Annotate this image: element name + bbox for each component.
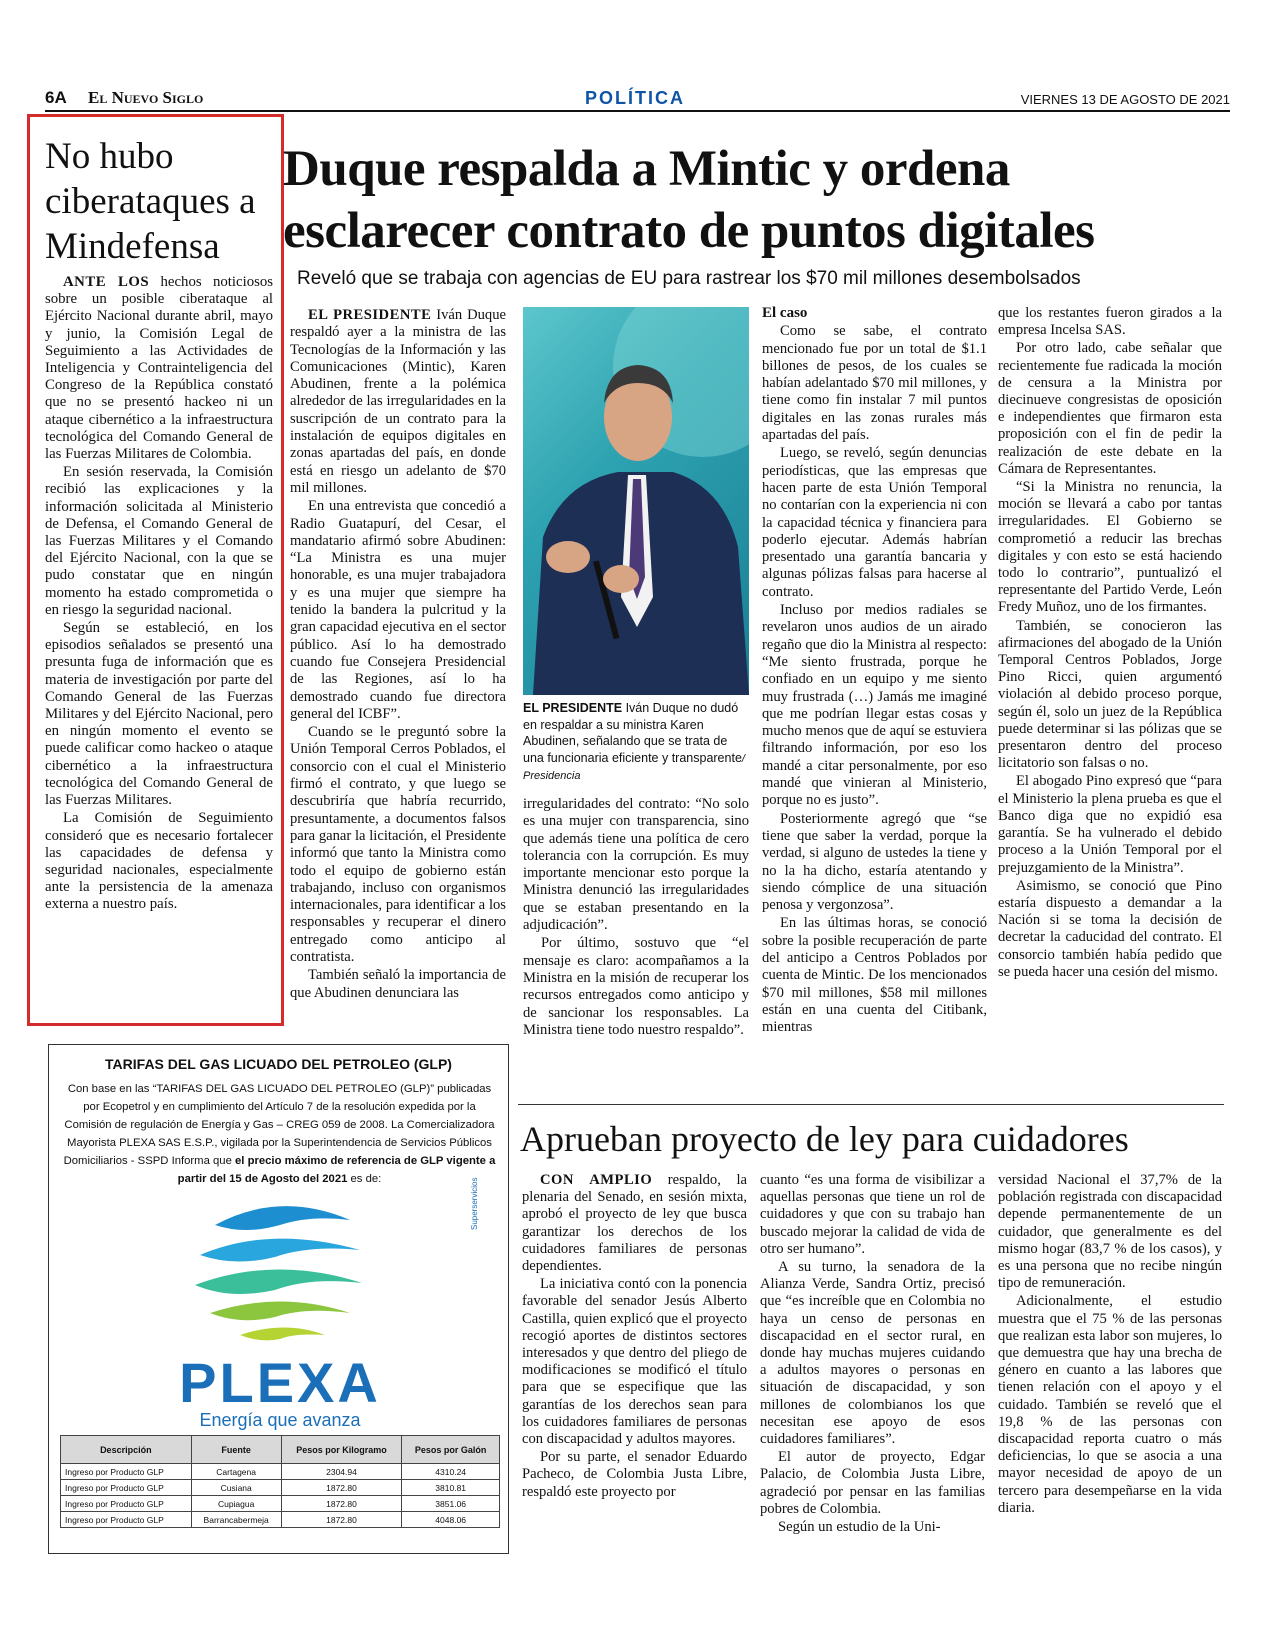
paragraph xyxy=(45,274,273,463)
table-cell: Cartagena xyxy=(191,1464,281,1480)
plexa-brand: PLEXA xyxy=(179,1351,381,1414)
second-column-3 xyxy=(998,1172,1222,1518)
sidebar-title: No hubo ciberataques a Mindefensa xyxy=(45,136,256,267)
section-name: POLÍTICA xyxy=(585,88,685,108)
paragraph xyxy=(45,620,273,809)
superservicios-logo: Superservicios xyxy=(470,1177,479,1230)
paragraph xyxy=(523,935,749,1039)
table-row xyxy=(61,1512,500,1528)
paragraph-text: Como se sabe, el contrato mencionado fue por un total de $1.1 billones de pesos, de los cuales se habían adelantado $70 mil millones, y tiene como fin instalar 7 mil puntos digitales en las zonas rurales más apartadas del país. xyxy=(762,323,987,444)
paragraph-text: Asimismo, se conoció que Pino estaría dispuesto a demandar a la Nación si se toma la decisión de decretar la caducidad del contrato. El consorcio también había pedido que se pueda hacer una cesión del mismo. xyxy=(998,877,1222,980)
newspaper-name: El Nuevo Siglo xyxy=(88,88,204,107)
paragraph-text: Por otro lado, cabe señalar que recientemente fue radicada la moción de censura a la Ministra por diecinueve congresistas de oposición e independientes que firmaron esta proposición con el fin de pedir la realización de este debate en la Cámara de Representantes. xyxy=(998,340,1222,477)
paragraph-text: También, se conocieron las afirmaciones del abogado de la Unión Temporal Centros Poblados, Jorge Pino Ricci, quien argumentó violación al debido proceso porque, según él, solo un juez de la República puede determinar si las pólizas que se presentaron dentro del proceso licitatorio son falsas o no. xyxy=(998,617,1222,772)
plexa-globe-logo xyxy=(190,1195,370,1345)
table-cell: Ingreso por Producto GLP xyxy=(61,1464,192,1480)
issue-date: VIERNES 13 DE AGOSTO DE 2021 xyxy=(1020,92,1230,107)
header-rule xyxy=(45,110,1230,112)
main-column-4 xyxy=(998,305,1222,982)
paragraph xyxy=(998,340,1222,478)
paragraph-text: que los restantes fueron girados a la empresa Incelsa SAS. xyxy=(998,305,1222,339)
table-row xyxy=(61,1480,500,1496)
paragraph xyxy=(290,967,506,1002)
paragraph xyxy=(998,1172,1222,1292)
table-header: Fuente xyxy=(191,1436,281,1464)
paragraph-text: cuanto “es una forma de visibilizar a aquellas personas que tiene un rol de cuidadores y que con su trabajo han buscado mejorar la calidad de vida de otro ser humano”. xyxy=(760,1172,985,1257)
lead-in: CON AMPLIO xyxy=(540,1172,653,1188)
table-cell: Ingreso por Producto GLP xyxy=(61,1480,192,1496)
table-cell: 3810.81 xyxy=(402,1480,500,1496)
paragraph-text: Iván Duque respaldó ayer a la ministra de las Tecnologías de la Información y las Comunicaciones (Mintic), Karen Abudinen, frente a la polémica alrededor de las irregularidades en la suscripción de un contrato para la instalación de equipos digitales en zonas apartadas del país, en donde está en riesgo un adelanto de $70 mil millones. xyxy=(290,307,506,496)
second-headline: Aprueban proyecto de ley para cuidadores xyxy=(520,1119,1129,1159)
table-cell: 4310.24 xyxy=(402,1464,500,1480)
paragraph xyxy=(762,915,987,1036)
paragraph-text: Adicionalmente, el estudio muestra que el 75 % de las personas que realizan esta labor son mujeres, lo que demuestra que hay una brecha de género en cuanto a las labores que tienen relación con el apoyo y el cuidado. También se reveló que el 19,8 % de las personas con discapacidad reporta cuatro o más deficiencias, lo que se asocia a una mayor necesidad de apoyo de un tercero para desempeñarse en la vida diaria. xyxy=(998,1293,1222,1516)
table-cell: 3851.06 xyxy=(402,1496,500,1512)
table-row xyxy=(61,1464,500,1480)
lead-in: ANTE LOS xyxy=(63,274,150,290)
lead-in: EL PRESIDENTE xyxy=(308,307,432,323)
paragraph xyxy=(998,618,1222,773)
ad-body-text: Con base en las “TARIFAS DEL GAS LICUADO DEL PETROLEO (GLP)” publicadas por Ecopetrol y en cumplimiento del Artículo 7 de la resolución expedida por la Comisión de regulación de Energía y Gas – CREG 059 de 2008. La Comercializadora Mayorista PLEXA SAS E.S.P., vigilada por la Superintendencia de Servicios Públicos Domiciliarios - SSPD Informa que xyxy=(63,1083,495,1167)
ad-body-bold: el precio máximo de referencia de GLP vigente a partir del 15 de Agosto del 2021 xyxy=(177,1155,496,1185)
paragraph xyxy=(760,1172,985,1258)
ad-title: TARIFAS DEL GAS LICUADO DEL PETROLEO (GLP) xyxy=(105,1056,452,1072)
photo-credit: / Presidencia xyxy=(523,752,745,782)
paragraph xyxy=(762,445,987,601)
paragraph-text: Incluso por medios radiales se revelaron unos audios de un airado regaño que dio la Ministra al respecto: “Me siento frustrada, porque he confiado en un equipo y me siento muy frustrada (…) Jamás me imaginé que me podrían llegar estas cosas y mucho menos que de aquí se estuviera filtrando información, por eso los mandé a citar personalmente, por eso mandé que vinieran al Ministerio, porque no es justo”. xyxy=(762,602,987,809)
second-column-2 xyxy=(760,1172,985,1537)
paragraph xyxy=(762,323,987,444)
ad-body xyxy=(62,1080,497,1188)
paragraph xyxy=(762,602,987,810)
paragraph-text: hechos noticiosos sobre un posible ciberataque al Ejército Nacional durante abril, mayo y junio, la Comisión Legal de Seguimiento a las Actividades de Inteligencia y Contrainteligencia del Congreso de la República constató que no se presentó hackeo ni un ataque cibernético a la infraestructura tecnológica del Comando General de las Fuerzas Militares de Colombia. xyxy=(45,274,274,463)
section-divider xyxy=(518,1104,1224,1105)
paragraph xyxy=(290,307,506,497)
paragraph-text: En una entrevista que concedió a Radio Guatapurí, del Cesar, el mandatario afirmó sobre Abudinen: “La Ministra es una mujer honorable, es una mujer trabajadora y es una mujer que siempre ha tenido la bandera la pulcritud y la gran capacidad ejecutiva en el sector público. Así lo ha demostrado cuando fue Consejera Presidencial de las Regiones, así lo ha demostrado cuando fue directora general del ICBF”. xyxy=(290,498,506,722)
paragraph xyxy=(523,796,749,934)
table-cell: Cupiagua xyxy=(191,1496,281,1512)
president-illustration xyxy=(523,307,749,695)
main-column-1 xyxy=(290,307,506,1003)
president-photo xyxy=(523,307,749,695)
paragraph-text: El abogado Pino expresó que “para el Ministerio la plena prueba es que el Banco diga que no expidió esa garantía. Se ha vulnerado el debido proceso a la Unión Temporal por el prejuzgamiento de la Ministra”. xyxy=(998,773,1222,876)
table-header: Pesos por Kilogramo xyxy=(281,1436,402,1464)
paragraph xyxy=(522,1172,747,1275)
table-cell: 1872.80 xyxy=(281,1512,402,1528)
paragraph xyxy=(998,305,1222,339)
paragraph-text: Por su parte, el senador Eduardo Pacheco, de Colombia Justa Libre, respaldó este proyecto por xyxy=(522,1449,747,1500)
paragraph xyxy=(760,1259,985,1448)
sidebar-body xyxy=(45,274,273,915)
paragraph xyxy=(998,878,1222,981)
table-header: Descripción xyxy=(61,1436,192,1464)
table-cell: 2304.94 xyxy=(281,1464,402,1480)
paragraph-text: En las últimas horas, se conoció sobre la posible recuperación de parte del anticipo a Centros Poblados por cuenta de Mintic. De los mencionados $70 mil millones, $58 mil millones están en una cuenta del Citibank, mientras xyxy=(762,915,987,1036)
paragraph xyxy=(45,464,273,619)
second-column-1 xyxy=(522,1172,747,1502)
table-row xyxy=(61,1496,500,1512)
table-cell: 4048.06 xyxy=(402,1512,500,1528)
paragraph-text: Según se estableció, en los episodios señalados se presentó una presunta fuga de información que es materia de investigación por parte del Comando General de las Fuerzas Militares y del Ejército Nacional, pero en ningún momento el evento se puede calificar como hackeo o ataque cibernético a la infraestructura tecnológica del Comando General de las Fuerzas Militares. xyxy=(45,620,273,809)
plexa-tagline: Energía que avanza xyxy=(199,1410,361,1430)
paragraph-text: Según un estudio de la Uni- xyxy=(778,1519,941,1536)
gas-tariff-table xyxy=(60,1435,500,1528)
column-subhead: El caso xyxy=(762,305,808,321)
paragraph-text: versidad Nacional el 37,7% de la población registrada con discapacidad depende permanentemente de un cuidador, que generalmente es del mismo hogar (83,7 % de los casos), y es una persona que no recibe ningún tipo de remuneración. xyxy=(998,1172,1222,1292)
paragraph-text: “Si la Ministra no renuncia, la moción se llevará a cabo por tantas irregularidades. El Gobierno se comprometió a reducir las brechas digitales y con esto se está haciendo todo lo contrario”, puntualizó el representante del Partido Verde, León Fredy Muñoz, uno de los firmantes. xyxy=(998,479,1222,616)
paragraph-text: Cuando se le preguntó sobre la Unión Temporal Cerros Poblados, el consorcio con el cual el Ministerio firmó el contrato, y que luego se descubriría que habría recurrido, presuntamente, a documentos falsos para ganar la licitación, el Presidente informó que tanto la Ministra como todo el equipo de gobierno están trabajando, incluso con organismos internacionales, para identificar a los responsables y recuperar el dinero entregado como anticipo al contratista. xyxy=(290,724,506,965)
paragraph-text: respaldo, la plenaria del Senado, en sesión mixta, aprobó el proyecto de ley que busca garantizar los derechos de los cuidadores familiares de personas dependientes. xyxy=(522,1172,747,1275)
paragraph-text: Por último, sostuvo que “el mensaje es claro: acompañamos a la Ministra en la misión de recuperar los recursos entregados como anticipo y de sancionar los responsables. La Ministra tiene todo nuestro respaldo”. xyxy=(523,935,749,1038)
paragraph xyxy=(290,498,506,723)
main-headline: Duque respalda a Mintic y ordena esclarecer contrato de puntos digitales xyxy=(283,141,1095,259)
paragraph xyxy=(760,1519,985,1536)
main-deck: Reveló que se trabaja con agencias de EU para rastrear los $70 mil millones desembolsados xyxy=(297,268,1081,289)
paragraph xyxy=(522,1449,747,1501)
paragraph-text: El autor de proyecto, Edgar Palacio, de Colombia Justa Libre, agradeció por pensar en las familias pobres de Colombia. xyxy=(760,1449,985,1517)
table-header: Pesos por Galón xyxy=(402,1436,500,1464)
paragraph xyxy=(998,1293,1222,1517)
main-column-3 xyxy=(762,305,987,1037)
caption-text: Iván Duque no dudó en respaldar a su ministra Karen Abudinen, señalando que se trata de una funcionaria eficiente y transparente xyxy=(523,701,742,765)
paragraph-text: Luego, se reveló, según denuncias periodísticas, que las empresas que hacen parte de esta Unión Temporal no contarían con la experiencia ni con la capacidad técnica y financiera para poderlo ejecutar. Además habrían presentado una garantía bancaria y algunas pólizas falsas para hacerse al contrato. xyxy=(762,445,987,600)
paragraph xyxy=(290,724,506,966)
table-cell: Cusiana xyxy=(191,1480,281,1496)
table-cell: Ingreso por Producto GLP xyxy=(61,1496,192,1512)
paragraph-text: En sesión reservada, la Comisión recibió las explicaciones y la información solicitada al Ministerio de Defensa, el Comando General de las Fuerzas Militares y el Comando del Ejército Nacional, con la que se pudo constatar que en ningún momento ha estado comprometida o en riesgo la seguridad nacional. xyxy=(45,464,273,618)
table-cell: Ingreso por Producto GLP xyxy=(61,1512,192,1528)
paragraph xyxy=(760,1449,985,1518)
paragraph-text: Posteriormente agregó que “se tiene que saber la verdad, porque la verdad, si alguno de ustedes la tiene y no la ha dicho, estaría atentando y siendo cómplice de una situación penosa y vergonzosa”. xyxy=(762,810,987,914)
paragraph-text: La iniciativa contó con la ponencia favorable del senador Jesús Alberto Castilla, quien explicó que el proyecto recogió aportes de distintos sectores interesados y que dentro del pliego de modificaciones se modificó el título para que se especifique que las garantías de los derechos sean para los cuidadores familiares de personas con discapacidad y adultos mayores. xyxy=(522,1276,747,1448)
table-cell: 1872.80 xyxy=(281,1480,402,1496)
paragraph-text: A su turno, la senadora de la Alianza Verde, Sandra Ortiz, precisó que “es increíble que en Colombia no haya un censo de personas en discapacidad en el sector rural, en donde hay muchas mujeres cuidando a adultos mayores o personas en situación de discapacidad, y son millones de colombianos los que necesitan ese apoyo de esos cuidadores familiares”. xyxy=(760,1259,985,1448)
photo-caption xyxy=(523,700,749,785)
table-cell: Barrancabermeja xyxy=(191,1512,281,1528)
paragraph-text: irregularidades del contrato: “No solo es una mujer con transparencia, sino que además tiene una política de cero tolerancia con la corrupción. Es muy importante mencionar esto porque la Ministra denunció las irregularidades que se estaban presentando en la adjudicación”. xyxy=(523,796,749,934)
paragraph-text: También señaló la importancia de que Abudinen denunciara las xyxy=(290,967,506,1001)
main-column-2 xyxy=(523,796,749,1040)
page-number: 6A xyxy=(45,88,67,107)
table-header-row xyxy=(61,1436,500,1464)
paragraph xyxy=(998,773,1222,876)
paragraph xyxy=(998,479,1222,617)
caption-lead: EL PRESIDENTE xyxy=(523,701,623,715)
paragraph xyxy=(45,810,273,913)
table-cell: 1872.80 xyxy=(281,1496,402,1512)
paragraph xyxy=(522,1276,747,1448)
paragraph-text: La Comisión de Seguimiento consideró que es necesario fortalecer las capacidades de defensa y seguridad nacionales, especialmente ante la persistencia de la amenaza externa a nuestro país. xyxy=(45,810,273,913)
ad-body-end: es de: xyxy=(347,1173,382,1185)
paragraph xyxy=(762,811,987,915)
